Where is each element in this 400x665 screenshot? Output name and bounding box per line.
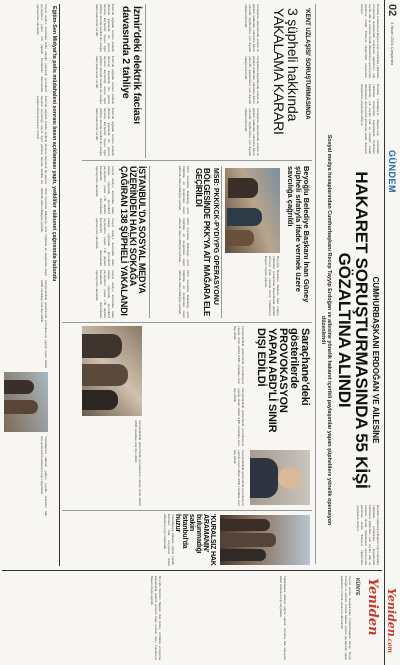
- story5-body-1: İzmir'de sağanak sonrası elektrik akımına kapılarak iki gencin hayatını kaybettiği olayla ilgili görülen davada tutuklu iki sanığın tahliyesine karar verildi.: [94, 4, 115, 52]
- story4-body-1: Sosyal medya üzerinden halkı sokağa çağırarak provokatif paylaşımlar yapan 138 şüpheli İstanbul'da düzenlenen operasyonla yakalandı.: [94, 166, 115, 214]
- story5-top-rule: [145, 4, 146, 158]
- crowd-photo: [220, 515, 310, 565]
- middle-body-3: Soruşturma kapsamında aranan üç şüpheli hakkında yakalama kararı çıkarıldı. Şüphelilerin yurt dışında olduğu belirlendi.: [243, 108, 260, 156]
- sidebar-logo: Yeniden: [365, 578, 380, 636]
- story3-top-rule: [221, 166, 222, 318]
- lead-body-col-1: İstanbul Cumhuriyet Başsavcılığı tarafından yürütülen soruşturma kapsamında belirlenen şüpheliler, çok sayıda ilde eş zamanlı olarak düzenlenen operasyonla gözaltına alındı. Emniyet ekiplerinin çalışmaları sürüyor.: [359, 4, 380, 78]
- middle-body-1: Soruşturma kapsamında aranan üç şüpheli hakkında yakalama kararı çıkarıldı. Şüphelilerin yurt dışında olduğu belirlendi.: [243, 4, 260, 52]
- lead-body-col-3: İstanbul Cumhuriyet Başsavcılığı tarafından yürütülen soruşturma kapsamında belirlenen şüpheliler, çok sayıda ilde eş zamanlı olarak düzenlenen operasyonla gözaltına alındı. Emniyet ekiplerinin çalışmaları sürüyor.: [355, 505, 380, 565]
- story6-body-2: Saraçhane'deki gösterilerde provokasyon yaptığı tespit edilen ABD vatandaşı sınır dışı edildi.: [232, 388, 245, 446]
- masthead-logo: Yeniden.com: [385, 588, 398, 653]
- lead-headline: HAKARET SORUŞTURMASINDA 55 KİŞİ GÖZALTINA ALINDI: [335, 171, 371, 489]
- bottom-body-1: Sosyal medya üzerinden halkı sokağa çağırarak provokatif paylaşımlar yapan 138 şüpheli İstanbul'da düzenlenen operasyonla yakalandı.: [35, 4, 48, 92]
- left-col-divider: [82, 160, 312, 161]
- bottom-body-2: İzmir'de sağanak sonrası elektrik akımına kapılarak iki gencin hayatını kaybettiği olayla ilgili görülen davada tutuklu iki sanığın tahliyesine karar verildi.: [35, 96, 48, 184]
- story4-body-3: Sosyal medya üzerinden halkı sokağa çağırarak provokatif paylaşımlar yapan 138 şüpheli İstanbul'da düzenlenen operasyonla yakalandı.: [94, 270, 115, 318]
- sidebar: [2, 574, 382, 662]
- sidebar-text-1: Sosyal medya hesaplarından Cumhurbaşkanı Recep Tayyip Erdoğan ve ailesine yönelik hakaret içerikli paylaşımlar yapan şüphelilere yönelik operasyon düzenlendi: [339, 576, 352, 660]
- story3-headline: BÖLGESİNDE PKK'YA AİT MAĞARA ELE GEÇİRİLDİ: [194, 168, 211, 317]
- sidebar-text-2: Vatandaşlara sükunet çağrısı yapıldı. Kuralsız hak arayışının kabul edilemeyeceği vurgulandı.: [278, 576, 287, 660]
- middle-headline: 3 şüpheli hakkında YAKALAMA KARARI: [271, 8, 301, 135]
- street-photo: [225, 168, 280, 253]
- bottom-strip: Eğitim-Sen Midyat'ta polis müdahalesi sonrası basın açıklaması yaptı, yetkililer sükunet çağrısında bulundu: [51, 6, 57, 282]
- middle-body-2: Soruşturma kapsamında aranan üç şüpheli hakkında yakalama kararı çıkarıldı. Şüphelilerin yurt dışında olduğu belirlendi.: [243, 56, 260, 104]
- page-number: 02: [386, 4, 398, 17]
- lead-body-col-2: İstanbul Cumhuriyet Başsavcılığı tarafından yürütülen soruşturma kapsamında belirlenen şüpheliler, çok sayıda ilde eş zamanlı olarak düzenlenen operasyonla gözaltına alındı. Emniyet ekiplerinin çalışmaları sürüyor.: [359, 84, 380, 154]
- story4-body-2: Sosyal medya üzerinden halkı sokağa çağırarak provokatif paylaşımlar yapan 138 şüpheli İstanbul'da düzenlenen operasyonla yakalandı.: [94, 218, 115, 266]
- story5-headline: İzmir'deki elektrik faciası davasında 2 tahliye: [120, 6, 143, 124]
- story6-headline: Saraçhane'deki gösterilerde PROVOKASYON YAPAN ABD'Lİ SINIR DIŞI EDİLDİ: [255, 328, 311, 433]
- story7-body-1: Vatandaşlara sükunet çağrısı yapıldı. Kuralsız hak arayışının kabul edilemeyeceği vurgulandı.: [162, 514, 175, 566]
- date-line: 3 Nisan 2024 Çarşamba: [390, 22, 395, 66]
- story4-headline: İSTANBUL'DA SOSYAL MEDYA ÜZERİNDEN HALKI SOKAĞA ÇAĞIRAN 138 ŞÜPHELİ YAKALANDI: [119, 166, 147, 316]
- story7-headline: 'KURALSIZ HAK ARAMANIN' bulunmadığı sakin İstanbul'da huzur: [174, 514, 216, 566]
- center-col-divider: [62, 322, 312, 323]
- official-portrait: [250, 450, 310, 505]
- story5-body-2: İzmir'de sağanak sonrası elektrik akımına kapılarak iki gencin hayatını kaybettiği olayla ilgili görülen davada tutuklu iki sanığın tahliyesine karar verildi.: [94, 56, 115, 104]
- bottom-strip-rule: [59, 4, 60, 566]
- story3-body-1: Milli Savunma Bakanlığı, terör örgütüne ait mağaranın tespit edilerek imha edildiğini açıkladı.: [177, 166, 190, 214]
- bottom-body-3: Milli Savunma Bakanlığı, terör örgütüne ait mağaranın tespit edilerek imha edildiğini açıkladı.: [39, 188, 48, 276]
- story2-body-1: Beyoğlu Belediye Başkanı İnan Güney, yürütülen soruşturma kapsamında şüpheli sıfatıyla ifade vermek üzere Cumhuriyet Başsavcılığına çağrıldı.: [263, 256, 280, 316]
- story3-kicker: MSB: PKK/KCK-PYD/YPG OPERASYONU: [212, 168, 219, 305]
- right-col-divider: [62, 510, 312, 511]
- sidebar-text-3: Beyoğlu Belediye Başkanı İnan Güney, yürütülen soruşturma kapsamında şüpheli sıfatıyla ifade vermek üzere Cumhuriyet Başsavcılığına çağrıldı.: [149, 576, 162, 660]
- lead-kicker: CUMHURBAŞKANI ERDOĞAN VE AİLESİNE: [371, 276, 380, 444]
- story5-body-3: İzmir'de sağanak sonrası elektrik akımına kapılarak iki gencin hayatını kaybettiği olayla ilgili görülen davada tutuklu iki sanığın tahliyesine karar verildi.: [94, 108, 115, 156]
- story6-body-4: Saraçhane'deki gösterilerde provokasyon yaptığı tespit edilen ABD vatandaşı sınır dışı edildi.: [133, 420, 142, 506]
- middle-kicker: 'KENT UZLAŞISI' SORUŞTURMASINDA: [304, 8, 310, 120]
- bottom-body-4: Saraçhane'deki gösterilerde provokasyon yaptığı tespit edilen ABD vatandaşı sınır dışı edildi.: [39, 280, 48, 368]
- story3-body-3: Milli Savunma Bakanlığı, terör örgütüne ait mağaranın tespit edilerek imha edildiğini açıkladı.: [177, 270, 190, 318]
- sidebar-rule: [2, 570, 382, 571]
- story4-top-rule: [149, 166, 150, 318]
- story3-body-2: Milli Savunma Bakanlığı, terör örgütüne ait mağaranın tespit edilerek imha edildiğini açıkladı.: [177, 218, 190, 266]
- courtroom-photo: [82, 326, 142, 416]
- section-label: GÜNDEM: [387, 150, 397, 193]
- lead-deck: Sosyal medya hesaplarından Cumhurbaşkanı Recep Tayyip Erdoğan ve ailesine yönelik hakaret içerikli paylaşımlar yapan şüphelilere yönelik operasyon düzenlendi: [320, 134, 332, 526]
- bottom-body-5: Vatandaşlara sükunet çağrısı yapıldı. Kuralsız hak arayışının kabul edilemeyeceği vurgulandı.: [39, 436, 48, 516]
- story6-body-3: Saraçhane'deki gösterilerde provokasyon yaptığı tespit edilen ABD vatandaşı sınır dışı edildi.: [232, 450, 245, 506]
- header-bar: [384, 0, 400, 665]
- lead-divider: [315, 4, 316, 564]
- people-photo: [4, 372, 48, 432]
- story2-kicker: Beyoğlu Belediye Başkanı İnan Güney şüpheli sıfatıyla ifade vermek üzere savcılığa çağrıldı: [286, 166, 311, 303]
- story6-body-1: Saraçhane'deki gösterilerde provokasyon yaptığı tespit edilen ABD vatandaşı sınır dışı edildi.: [232, 326, 245, 384]
- sidebar-label: KÜNYE: [354, 578, 360, 596]
